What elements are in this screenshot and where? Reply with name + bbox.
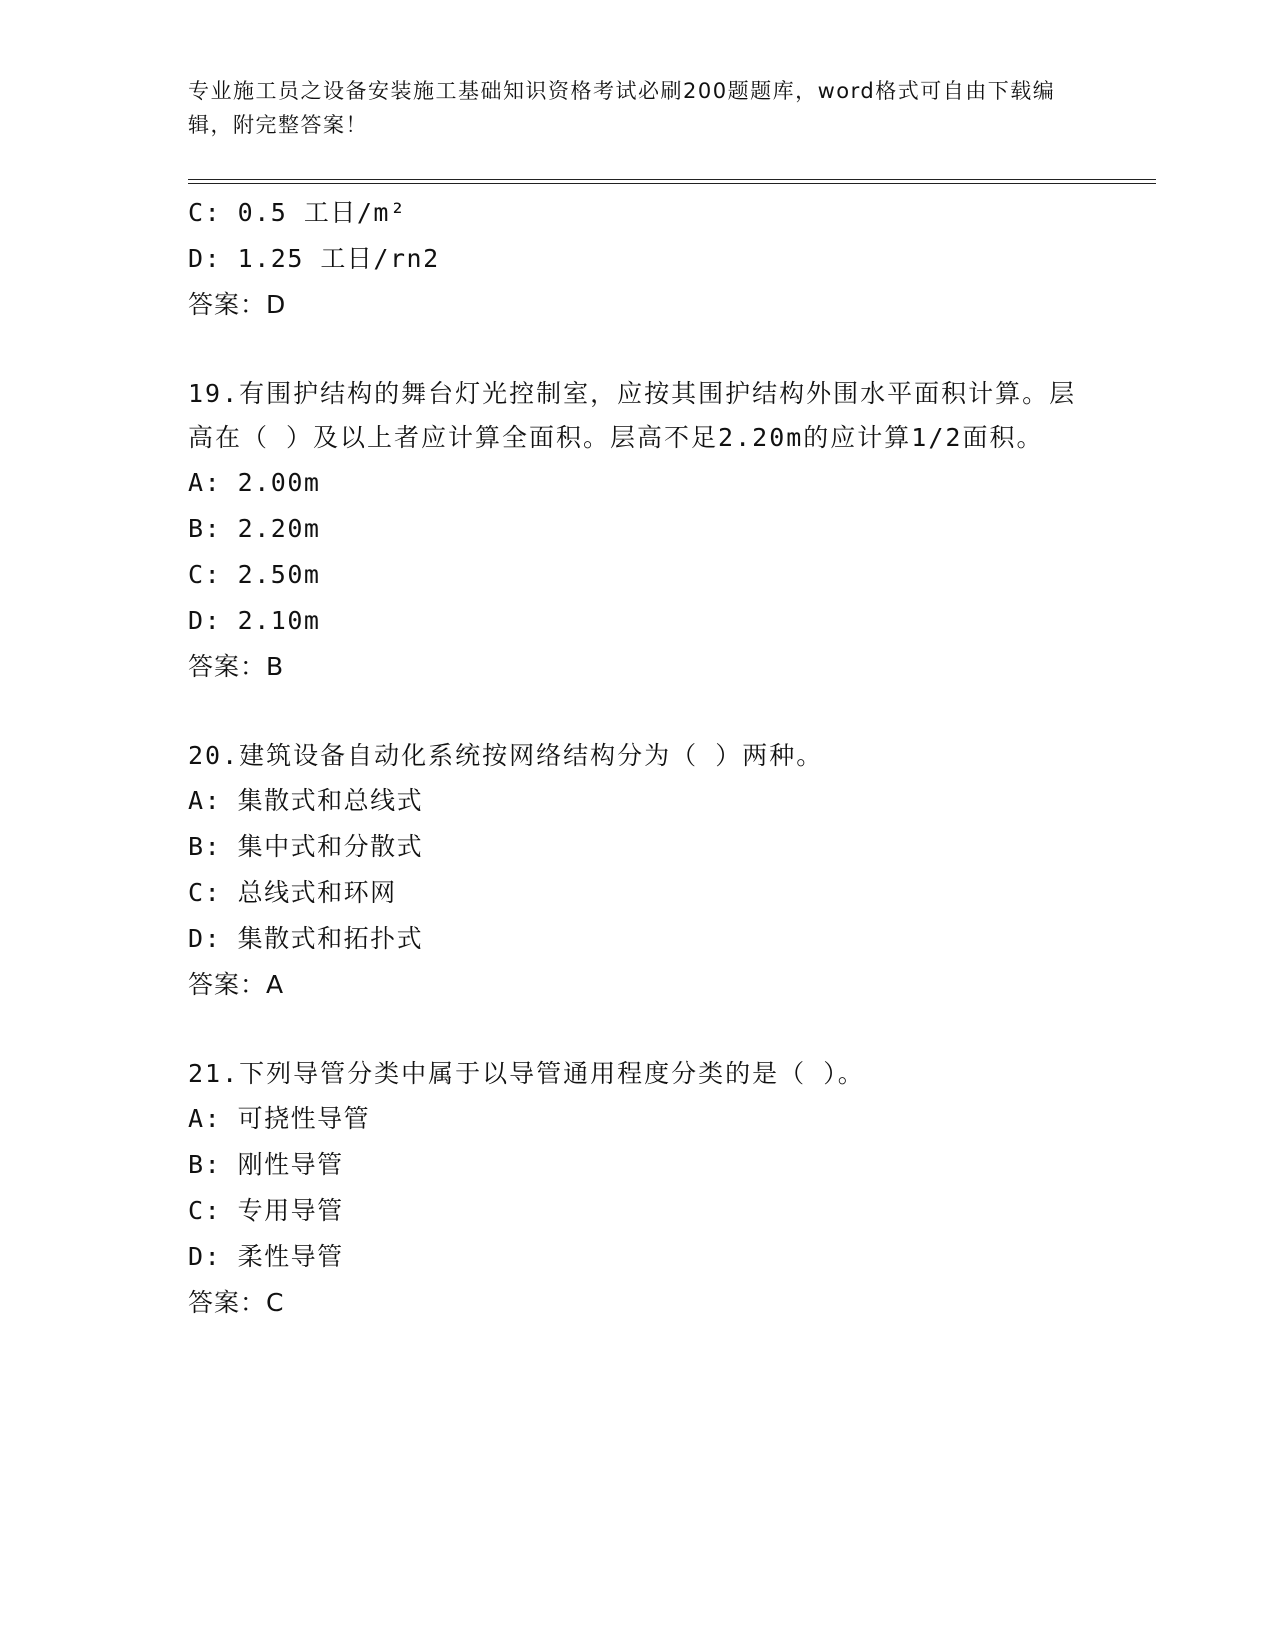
question-number: 19. [188,379,240,408]
answer-value: B [266,652,285,681]
question-block [188,734,1088,1008]
option-text: 专用导管 [237,1196,344,1225]
answer-line [188,1280,1088,1326]
question-list [188,190,1088,1326]
option-line: C: 总线式和环网 [188,878,397,907]
question-body: 下列导管分类中属于以导管通用程度分类的是（ ）。 [239,1059,865,1088]
prev-question-tail [188,190,1088,328]
answer-label: 答案： [188,652,267,681]
option-line: B: 集中式和分散式 [188,832,424,861]
option-letter: B [188,832,205,861]
option-text: 刚性导管 [237,1150,344,1179]
option-text: 1.25 工日/rn2 [237,244,440,273]
answer-label: 答案： [188,1288,267,1317]
answer-line [188,644,1088,690]
option-letter: C [188,560,205,589]
option-text: 集散式和总线式 [237,786,424,815]
answer-line [188,962,1088,1008]
question-text [188,1052,1078,1096]
option-letter: C [188,878,205,907]
answer-label: 答案： [188,290,267,319]
option-line: D: 集散式和拓扑式 [188,924,424,953]
option-text: 2.50m [237,560,321,589]
question-text [188,372,1078,460]
answer-label: 答案： [188,970,267,999]
question-block [188,372,1088,690]
option-line: D: 2.10m [188,606,321,635]
option-letter: C [188,198,205,227]
option-text: 2.00m [237,468,321,497]
option-letter: C [188,1196,205,1225]
answer-value: C [266,1288,285,1317]
answer-value: A [266,970,285,999]
option-letter: B [188,514,205,543]
option-line: C: 0.5 工日/m² [188,198,407,227]
option-line: D: 柔性导管 [188,1242,344,1271]
option-text: 2.20m [237,514,321,543]
option-text: 总线式和环网 [237,878,397,907]
option-letter: A [188,468,205,497]
option-letter: A [188,786,205,815]
option-line: A: 2.00m [188,468,321,497]
option-letter: D [188,924,205,953]
option-line: A: 可挠性导管 [188,1104,371,1133]
option-line: A: 集散式和总线式 [188,786,424,815]
question-body: 有围护结构的舞台灯光控制室，应按其围护结构外围水平面积计算。层高在（ ）及以上者应计算全面积。层高不足2.20m的应计算1/2面积。 [188,379,1077,452]
header-divider-top [188,179,1156,180]
option-line: C: 专用导管 [188,1196,344,1225]
option-line: B: 刚性导管 [188,1150,344,1179]
answer-line [188,282,1088,328]
question-block [188,1052,1088,1326]
question-number: 21. [188,1059,240,1088]
option-text: 柔性导管 [237,1242,344,1271]
option-letter: D [188,244,205,273]
option-text: 可挠性导管 [237,1104,371,1133]
option-text: 集散式和拓扑式 [237,924,424,953]
option-letter: D [188,1242,205,1271]
option-letter: D [188,606,205,635]
page-header-title: 专业施工员之设备安装施工基础知识资格考试必刷200题题库，word格式可自由下载编辑，附完整答案！ [188,79,1056,137]
option-letter: A [188,1104,205,1133]
option-letter: B [188,1150,205,1179]
option-text: 集中式和分散式 [237,832,424,861]
question-text [188,734,1078,778]
header-divider-bottom [188,183,1156,184]
answer-value: D [266,290,287,319]
option-text: 0.5 工日/m² [237,198,407,227]
option-line: D: 1.25 工日/rn2 [188,244,440,273]
option-text: 2.10m [237,606,321,635]
option-line: B: 2.20m [188,514,321,543]
option-line: C: 2.50m [188,560,321,589]
question-number: 20. [188,741,240,770]
question-body: 建筑设备自动化系统按网络结构分为（ ）两种。 [239,741,824,770]
